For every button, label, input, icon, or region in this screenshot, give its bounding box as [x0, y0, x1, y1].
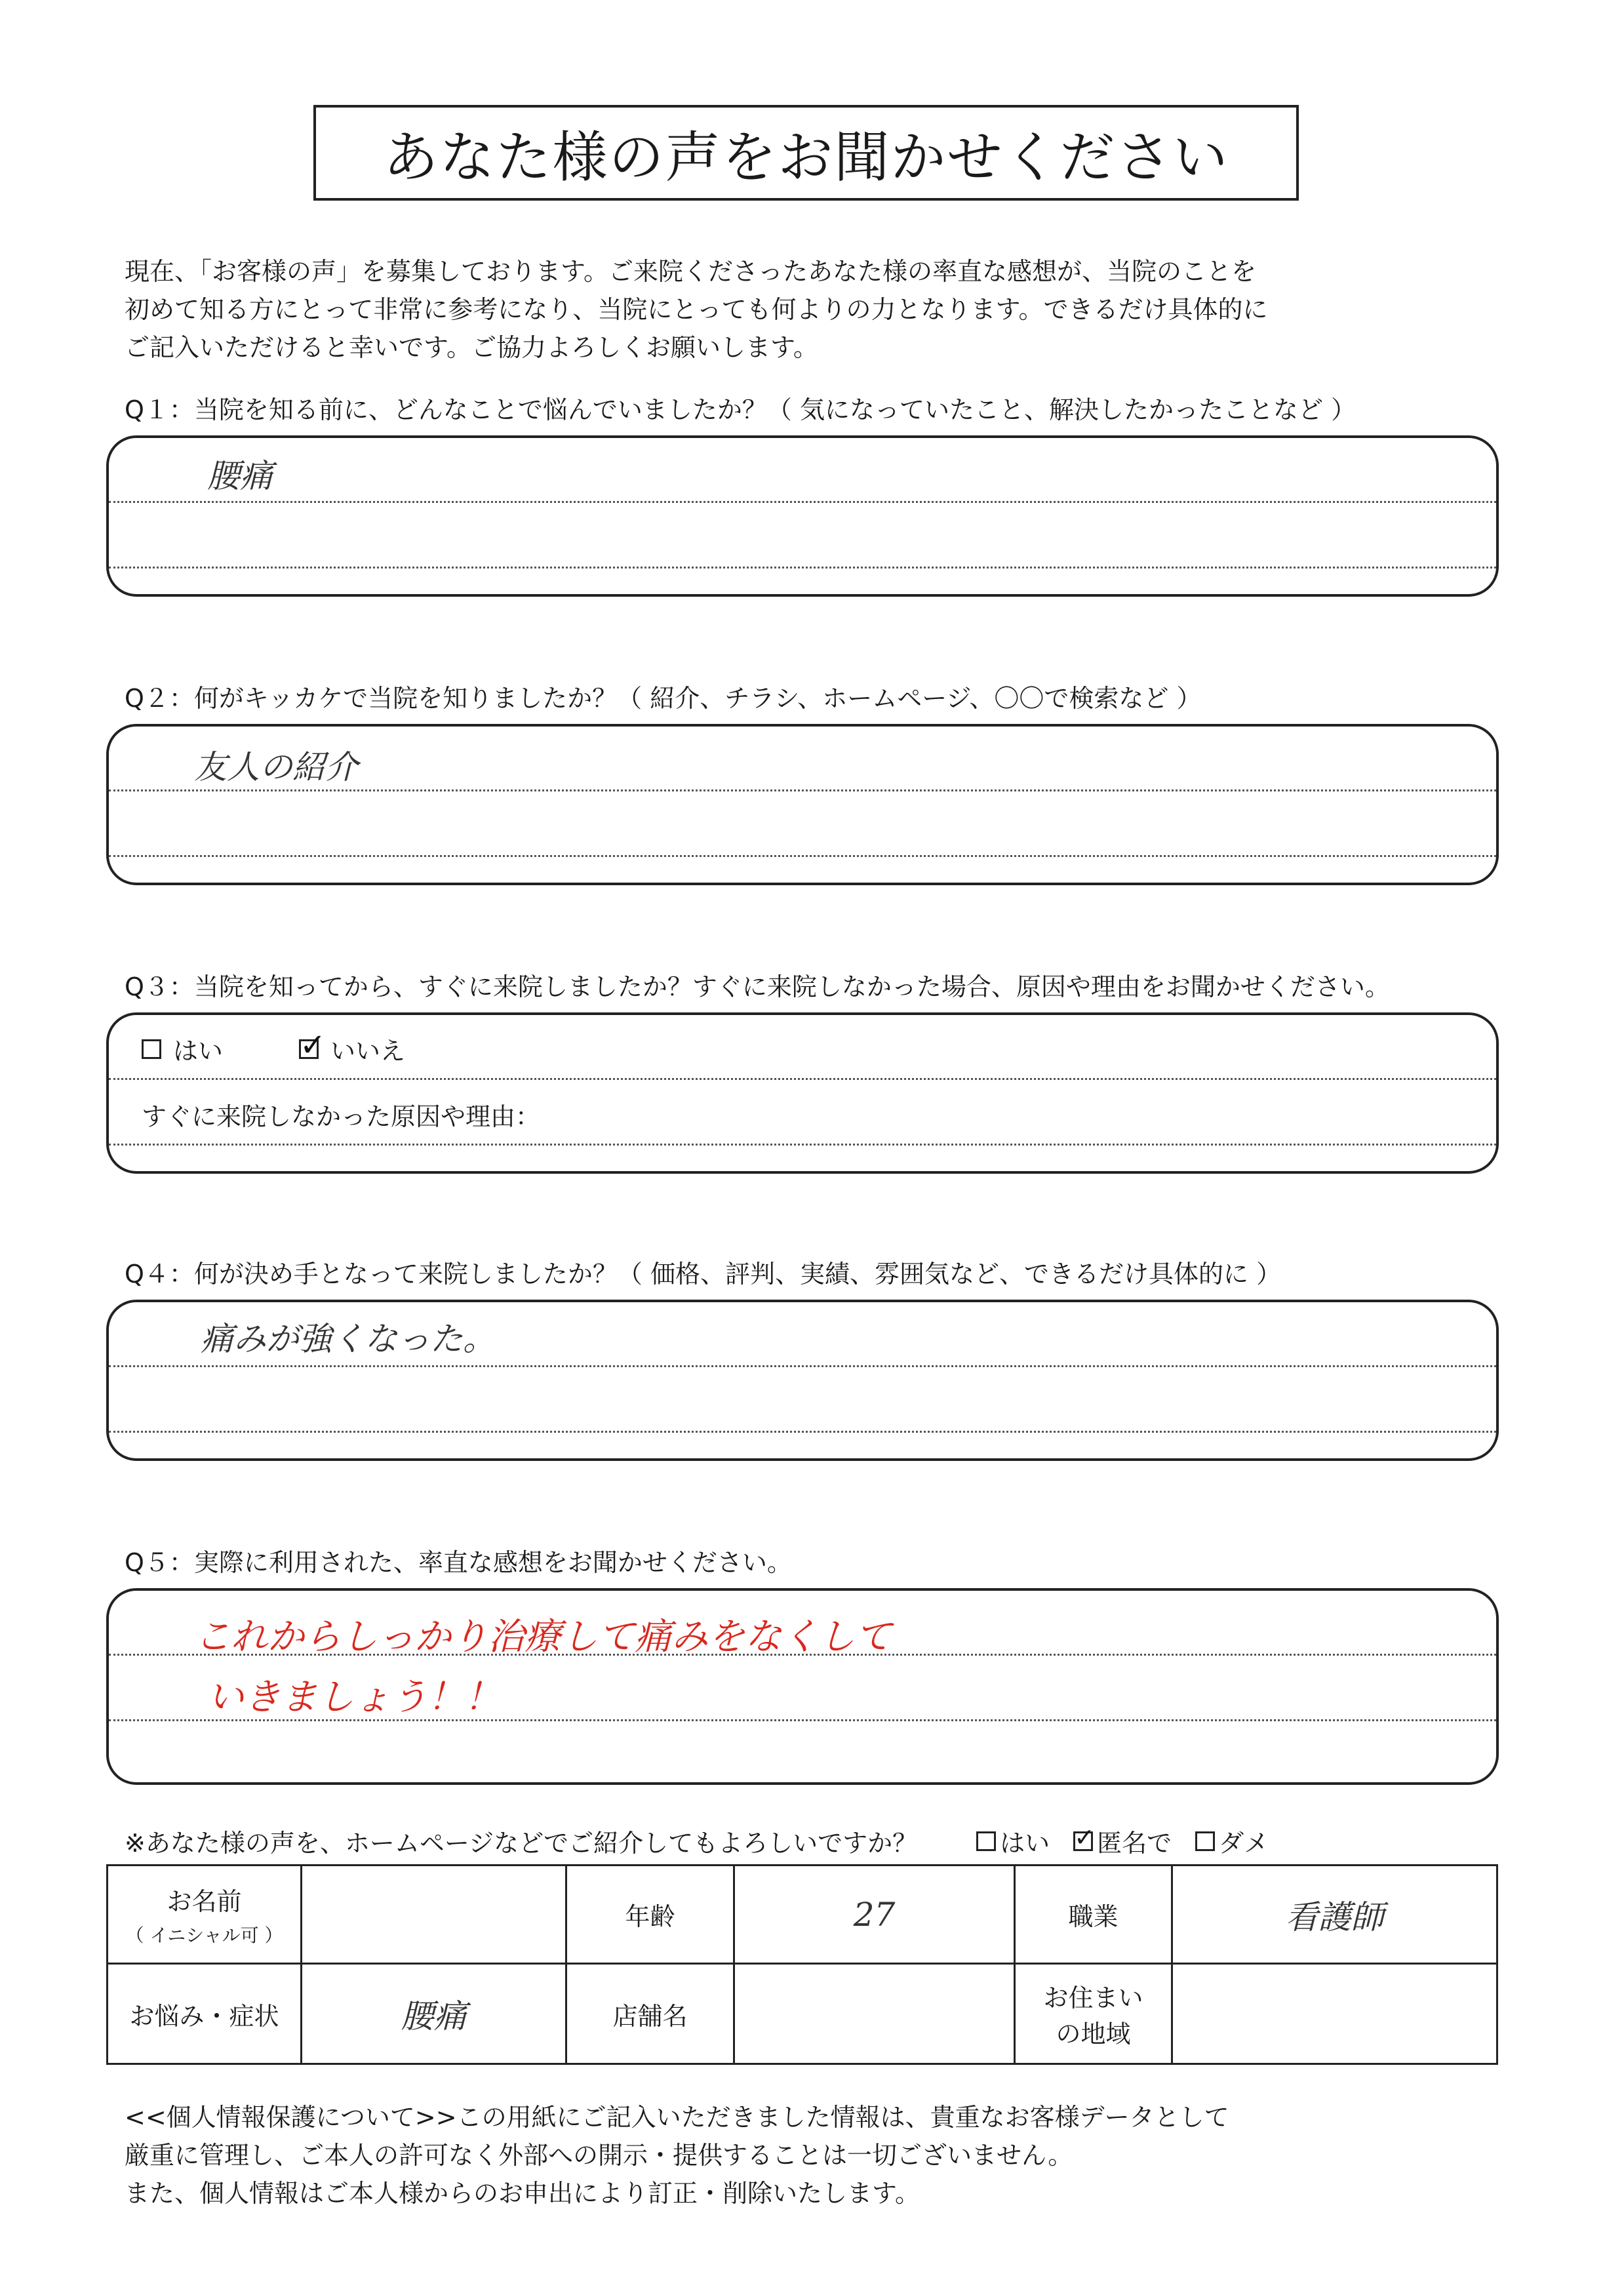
intro-line: 現在、「お客様の声」を募集しております。ご来院くださったあなた様の率直な感想が、当院のことを [125, 257, 1256, 286]
privacy-line: また、個人情報はご本人様からのお申出により訂正・削除いたします。 [125, 2179, 920, 2208]
privacy-line: 厳重に管理し、ご本人の許可なく外部への開示・提供することは一切ございません。 [125, 2141, 1073, 2170]
q3-yes-option[interactable] [142, 1031, 223, 1067]
area-label-2: の地域 [1056, 2020, 1131, 2048]
info-table [106, 1864, 1498, 2065]
consent-yes-label: はい [1000, 1829, 1050, 1858]
q2-label: Q２：何がキッカケで当院を知りましたか？（ 紹介、チラシ、ホームページ、〇〇で検索など ） [125, 684, 1202, 713]
area-label-1: お住まい [1043, 1984, 1143, 2012]
q3-answer-box[interactable] [106, 1012, 1499, 1174]
consent-yes-checkbox[interactable] [976, 1831, 996, 1851]
page-title: あなた様の声をお聞かせください [313, 105, 1299, 201]
age-label: 年齢 [566, 1866, 734, 1964]
q1-label: Q１：当院を知る前に、どんなことで悩んでいましたか？（ 気になっていたこと、解決したかったことなど ） [125, 395, 1357, 424]
q2-answer: 友人の紹介 [194, 748, 358, 786]
q4-answer: 痛みが強くなった。 [201, 1320, 496, 1358]
symptom-field[interactable]: 腰痛 [302, 1964, 566, 2064]
name-label: お名前 [167, 1887, 242, 1916]
privacy-line: <<個人情報保護について>>この用紙にご記入いただきました情報は、貴重なお客様データとして [125, 2103, 1229, 2132]
name-field[interactable] [302, 1866, 566, 1964]
q1-answer-box[interactable] [106, 435, 1499, 597]
q4-label: Q４：何が決め手となって来院しましたか？（ 価格、評判、実績、雰囲気など、できるだけ具体的に ） [125, 1260, 1282, 1288]
q3-yes-checkbox[interactable] [142, 1039, 161, 1059]
q5-answer-box[interactable] [106, 1588, 1499, 1785]
consent-anonymous-label: 匿名で [1097, 1829, 1172, 1858]
name-label-cell [108, 1866, 302, 1964]
job-label: 職業 [1015, 1866, 1172, 1964]
q5-label: Q５：実際に利用された、率直な感想をお聞かせください。 [125, 1548, 792, 1577]
q3-no-label: いいえ [330, 1037, 406, 1066]
consent-option-no[interactable] [1195, 1823, 1269, 1859]
consent-option-yes[interactable] [976, 1823, 1050, 1859]
area-label-cell [1015, 1964, 1172, 2064]
consent-question: ※あなた様の声を、ホームページなどでご紹介してもよろしいですか？ [125, 1829, 918, 1858]
consent-option-anonymous[interactable] [1073, 1823, 1172, 1859]
q5-answer-line-2: いきましょう！！ [207, 1676, 501, 1719]
q3-reason-label: すぐに来院しなかった原因や理由： [142, 1102, 541, 1131]
symptom-label: お悩み・症状 [108, 1964, 302, 2064]
store-label: 店舗名 [566, 1964, 734, 2064]
q2-answer-box[interactable] [106, 724, 1499, 885]
q1-answer: 腰痛 [207, 457, 273, 495]
consent-anonymous-checkbox[interactable] [1073, 1831, 1093, 1851]
q5-answer-line-1: これからしっかり治療して痛みをなくして [194, 1616, 892, 1658]
job-field[interactable]: 看護師 [1172, 1866, 1497, 1964]
q3-yes-label: はい [173, 1037, 224, 1066]
q3-label: Q３：当院を知ってから、すぐに来院しましたか？すぐに来院しなかった場合、原因や理由をお聞かせください。 [125, 972, 1390, 1001]
intro-text [125, 252, 1534, 367]
store-field[interactable] [734, 1964, 1015, 2064]
consent-row [125, 1823, 1501, 1859]
consent-no-checkbox[interactable] [1195, 1831, 1215, 1851]
age-field[interactable]: 27 [734, 1866, 1015, 1964]
name-note: （ イニシャル可 ） [125, 1925, 283, 1946]
q3-no-checkbox[interactable] [299, 1039, 319, 1059]
area-field[interactable] [1172, 1964, 1497, 2064]
consent-no-label: ダメ [1219, 1829, 1269, 1858]
intro-line: ご記入いただけると幸いです。ご協力よろしくお願いします。 [125, 333, 818, 362]
intro-line: 初めて知る方にとって非常に参考になり、当院にとっても何よりの力となります。できるだけ具体的に [125, 295, 1268, 324]
q4-answer-box[interactable] [106, 1300, 1499, 1461]
privacy-notice [125, 2098, 1534, 2212]
q3-no-option[interactable] [299, 1031, 405, 1067]
